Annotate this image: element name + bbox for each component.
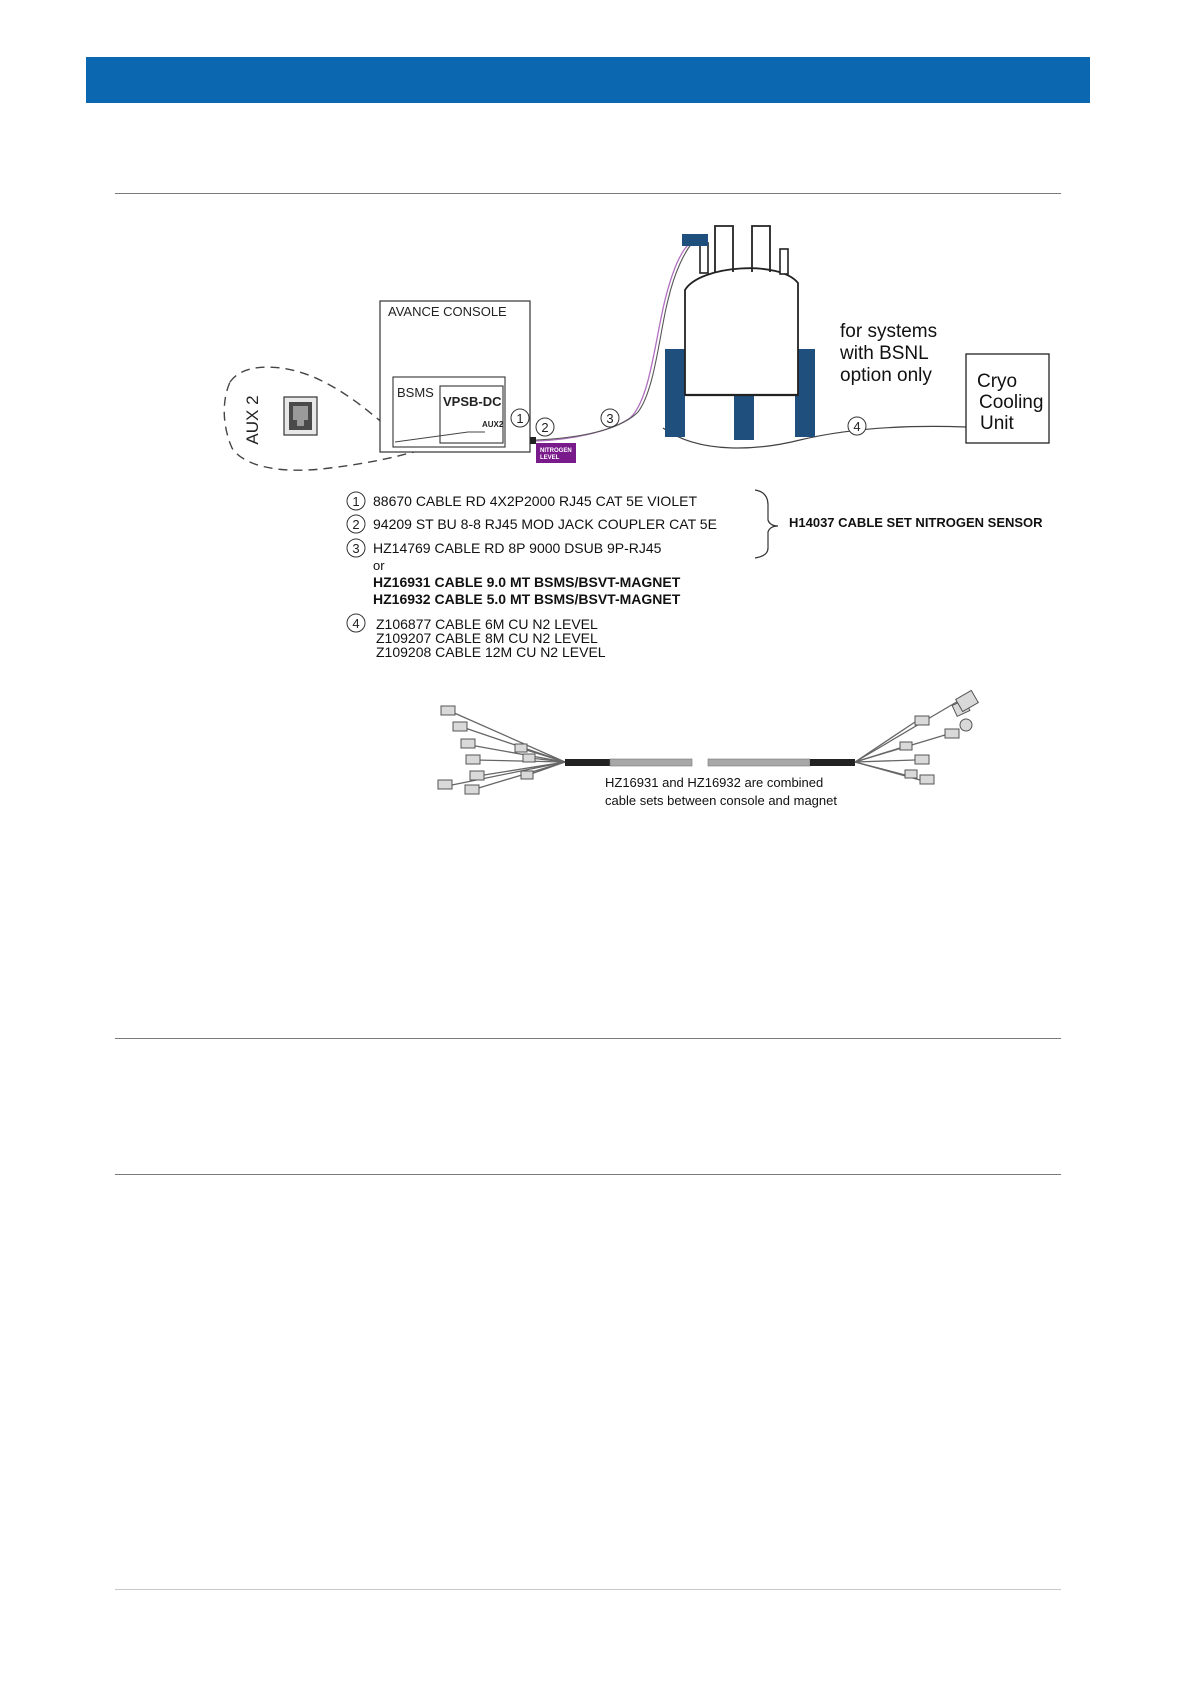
left-fanout (452, 712, 565, 790)
svg-text:HZ14769 CABLE RD 8P 9000 DSUB: HZ14769 CABLE RD 8P 9000 DSUB 9P-RJ45 (373, 540, 662, 556)
legend-item-4 (347, 614, 606, 660)
left-braid (610, 759, 692, 766)
svg-text:Z109208 CABLE 12M CU N2 LEVEL: Z109208 CABLE 12M CU N2 LEVEL (376, 644, 606, 660)
cable-legend (347, 490, 1043, 660)
left-connectors (438, 706, 535, 794)
console-label: AVANCE CONSOLE (388, 304, 507, 319)
cable-set-label: H14037 CABLE SET NITROGEN SENSOR (789, 515, 1043, 530)
cable-caption-line2: cable sets between console and magnet (605, 793, 837, 808)
callout-4 (848, 417, 866, 435)
nitrogen-level-tag (536, 443, 576, 463)
svg-text:4: 4 (352, 616, 360, 631)
legend-or: or (373, 558, 385, 573)
rj45-jack-icon (284, 397, 317, 435)
legend-brace (755, 490, 778, 558)
aux2-port-label: AUX2 (482, 420, 504, 429)
svg-text:1: 1 (352, 494, 360, 509)
magnet (665, 226, 815, 440)
right-braid (708, 759, 810, 766)
svg-text:2: 2 (541, 420, 549, 435)
callout-1 (511, 409, 529, 427)
right-sheath (810, 759, 855, 766)
aux2-zoom-label: AUX 2 (243, 395, 262, 445)
cable-caption-line1: HZ16931 and HZ16932 are combined (605, 775, 824, 790)
legend-item-3 (347, 539, 662, 557)
svg-text:Cooling: Cooling (979, 392, 1044, 413)
cable-photo (438, 690, 978, 808)
legend-alt-2: HZ16932 CABLE 5.0 MT BSMS/BSVT-MAGNET (373, 591, 681, 607)
avance-console (380, 301, 530, 452)
legend-item-1 (347, 492, 697, 510)
coupler-connector (530, 437, 536, 444)
vpsb-label: VPSB-DC (443, 394, 502, 409)
left-sheath (565, 759, 610, 766)
callout-2 (536, 418, 554, 436)
svg-text:Z109207 CABLE 8M CU N2 LEVEL: Z109207 CABLE 8M CU N2 LEVEL (376, 630, 598, 646)
section-divider-3 (115, 1174, 1061, 1175)
bsnl-note-line1: for systems (840, 321, 938, 342)
bsnl-note-line3: option only (840, 365, 932, 386)
nitrogen-label-line1: NITROGEN (540, 448, 572, 454)
right-fanout (855, 700, 960, 780)
nitrogen-label-line2: LEVEL (540, 455, 560, 461)
svg-text:2: 2 (352, 517, 360, 532)
bsnl-note-line2: with BSNL (840, 343, 929, 364)
svg-text:Z106877 CABLE 6M CU N2 LEVEL: Z106877 CABLE 6M CU N2 LEVEL (376, 616, 598, 632)
section-divider-2 (115, 1038, 1061, 1039)
svg-text:88670 CABLE RD 4X2P2000 RJ45 C: 88670 CABLE RD 4X2P2000 RJ45 CAT 5E VIOLET (373, 493, 697, 509)
svg-text:3: 3 (352, 541, 360, 556)
bsms-label: BSMS (397, 385, 434, 400)
svg-text:3: 3 (606, 411, 614, 426)
callout-3 (601, 409, 619, 427)
svg-text:94209 ST BU 8-8 RJ45 MOD JACK: 94209 ST BU 8-8 RJ45 MOD JACK COUPLER CAT 5E (373, 516, 717, 532)
svg-text:Cryo: Cryo (977, 371, 1018, 392)
svg-text:Unit: Unit (980, 413, 1014, 434)
svg-text:4: 4 (853, 419, 861, 434)
svg-text:1: 1 (516, 411, 524, 426)
legend-item-2 (347, 515, 717, 533)
legend-alt-1: HZ16931 CABLE 9.0 MT BSMS/BSVT-MAGNET (373, 574, 681, 590)
footer-rule (115, 1589, 1061, 1590)
cryo-cooling-unit (966, 354, 1049, 443)
